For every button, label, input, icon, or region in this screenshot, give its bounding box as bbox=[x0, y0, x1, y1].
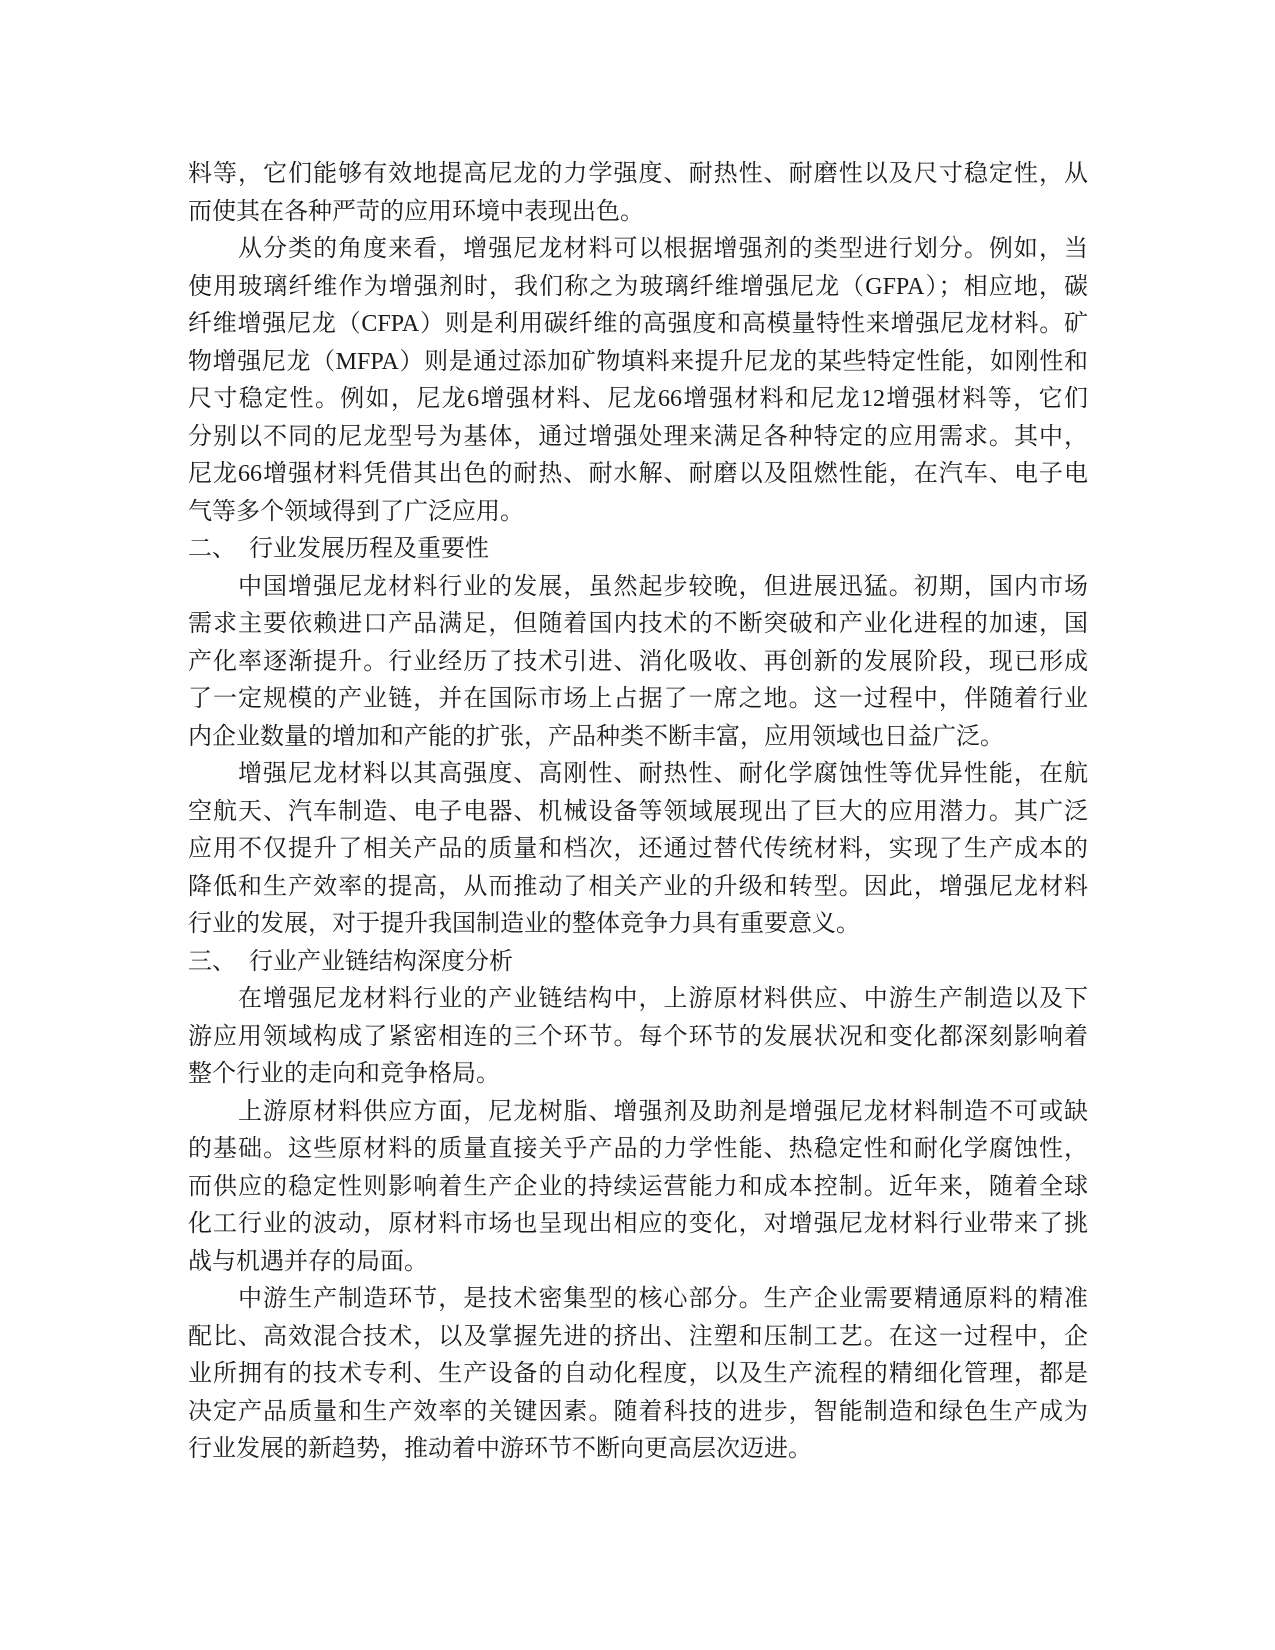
section-title: 行业发展历程及重要性 bbox=[249, 536, 489, 562]
text-line: 中游生产制造环节，是技术密集型的核心部分。生产企业需要精通原料的精准 bbox=[238, 1286, 1088, 1312]
text-line: 的基础。这些原材料的质量直接关乎产品的力学性能、热稳定性和耐化学腐蚀性， bbox=[188, 1136, 1088, 1162]
text-line: 化工行业的波动，原材料市场也呈现出相应的变化，对增强尼龙材料行业带来了挑 bbox=[188, 1211, 1088, 1237]
text-line: 产化率逐渐提升。行业经历了技术引进、消化吸收、再创新的发展阶段，现已形成 bbox=[188, 648, 1088, 675]
section-heading-3 bbox=[188, 944, 1088, 982]
text-block bbox=[188, 156, 1088, 1469]
text-line: 在增强尼龙材料行业的产业链结构中，上游原材料供应、中游生产制造以及下 bbox=[238, 986, 1088, 1012]
section-heading-2 bbox=[188, 531, 1088, 569]
text-line: 行业发展的新趋势，推动着中游环节不断向更高层次迈进。 bbox=[188, 1436, 812, 1462]
text-line: 配比、高效混合技术，以及掌握先进的挤出、注塑和压制工艺。在这一过程中，企 bbox=[188, 1323, 1088, 1350]
text-line: 尺寸稳定性。例如，尼龙6增强材料、尼龙66增强材料和尼龙12增强材料等，它们 bbox=[188, 386, 1088, 412]
text-line: 从分类的角度来看，增强尼龙材料可以根据增强剂的类型进行划分。例如，当 bbox=[238, 236, 1088, 262]
text-line: 空航天、汽车制造、电子电器、机械设备等领域展现出了巨大的应用潜力。其广泛 bbox=[188, 798, 1088, 825]
text-line: 分别以不同的尼龙型号为基体，通过增强处理来满足各种特定的应用需求。其中， bbox=[188, 423, 1088, 450]
text-line: 气等多个领域得到了广泛应用。 bbox=[188, 498, 524, 525]
text-line: 应用不仅提升了相关产品的质量和档次，还通过替代传统材料，实现了生产成本的 bbox=[188, 836, 1088, 862]
text-line: 上游原材料供应方面，尼龙树脂、增强剂及助剂是增强尼龙材料制造不可或缺 bbox=[238, 1098, 1088, 1125]
text-line: 中国增强尼龙材料行业的发展，虽然起步较晚，但进展迅猛。初期，国内市场 bbox=[238, 573, 1088, 600]
section-number: 三、 bbox=[188, 948, 236, 975]
text-line: 尼龙66增强材料凭借其出色的耐热、耐水解、耐磨以及阻燃性能，在汽车、电子电 bbox=[188, 461, 1088, 487]
text-line: 行业的发展，对于提升我国制造业的整体竞争力具有重要意义。 bbox=[188, 911, 860, 937]
text-line: 纤维增强尼龙（CFPA）则是利用碳纤维的高强度和高模量特性来增强尼龙材料。矿 bbox=[188, 311, 1088, 337]
section-title: 行业产业链结构深度分析 bbox=[249, 948, 513, 975]
text-line: 而使其在各种严苛的应用环境中表现出色。 bbox=[188, 198, 644, 225]
text-line: 物增强尼龙（MFPA）则是通过添加矿物填料来提升尼龙的某些特定性能，如刚性和 bbox=[188, 348, 1088, 375]
text-line: 料等，它们能够有效地提高尼龙的力学强度、耐热性、耐磨性以及尺寸稳定性，从 bbox=[188, 161, 1088, 187]
text-line: 了一定规模的产业链，并在国际市场上占据了一席之地。这一过程中，伴随着行业 bbox=[188, 686, 1088, 712]
text-line: 业所拥有的技术专利、生产设备的自动化程度，以及生产流程的精细化管理，都是 bbox=[188, 1361, 1088, 1387]
text-line: 游应用领域构成了紧密相连的三个环节。每个环节的发展状况和变化都深刻影响着 bbox=[188, 1023, 1088, 1050]
text-line: 整个行业的走向和竞争格局。 bbox=[188, 1061, 500, 1087]
text-line: 使用玻璃纤维作为增强剂时，我们称之为玻璃纤维增强尼龙（GFPA）；相应地，碳 bbox=[188, 273, 1088, 300]
text-line: 内企业数量的增加和产能的扩张，产品种类不断丰富，应用领域也日益广泛。 bbox=[188, 723, 1004, 750]
text-line: 降低和生产效率的提高，从而推动了相关产业的升级和转型。因此，增强尼龙材料 bbox=[188, 873, 1088, 900]
text-line: 决定产品质量和生产效率的关键因素。随着科技的进步，智能制造和绿色生产成为 bbox=[188, 1398, 1088, 1425]
text-line: 增强尼龙材料以其高强度、高刚性、耐热性、耐化学腐蚀性等优异性能，在航 bbox=[238, 761, 1088, 787]
text-line: 战与机遇并存的局面。 bbox=[188, 1248, 428, 1275]
text-line: 而供应的稳定性则影响着生产企业的持续运营能力和成本控制。近年来，随着全球 bbox=[188, 1173, 1088, 1200]
section-number: 二、 bbox=[188, 536, 236, 562]
text-line: 需求主要依赖进口产品满足，但随着国内技术的不断突破和产业化进程的加速，国 bbox=[188, 611, 1088, 637]
